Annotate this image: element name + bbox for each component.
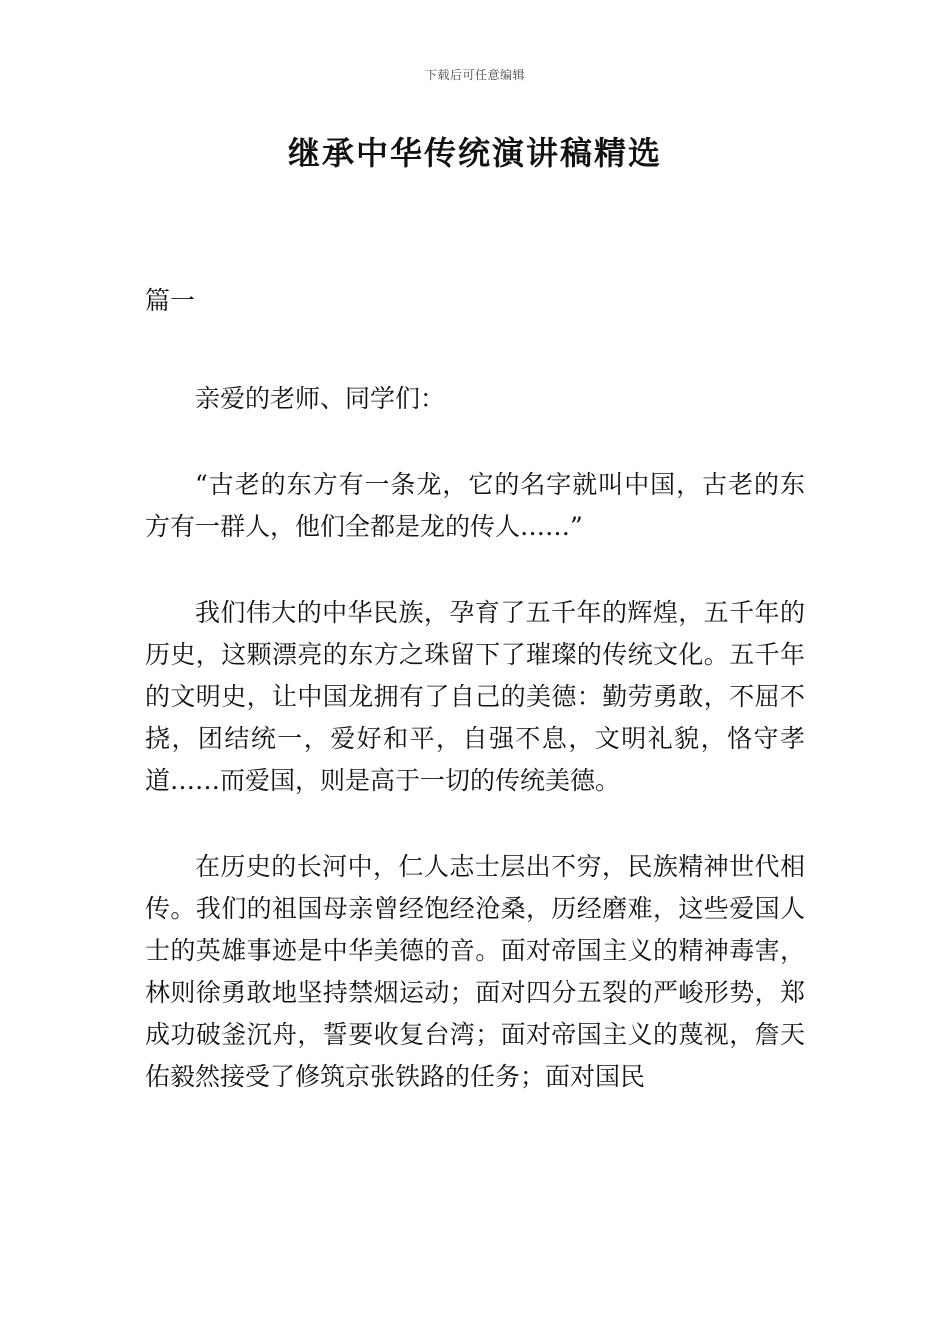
- paragraph-history: 在历史的长河中，仁人志士层出不穷，民族精神世代相传。我们的祖国母亲曾经饱经沧桑，历经磨难，这些爱国人士的英雄事迹是中华美德的音。面对帝国主义的精神毒害，林则徐勇敢地坚持禁烟运动；面对四分五裂的严峻形势，郑成功破釜沉舟，誓要收复台湾；面对帝国主义的蔑视，詹天佑毅然接受了修筑京张铁路的任务；面对国民: [145, 852, 805, 1091]
- paragraph-quote: “古老的东方有一条龙，它的名字就叫中国，古老的东方有一群人，他们全都是龙的传人……”: [145, 470, 805, 541]
- header-note: 下载后可任意编辑: [424, 68, 525, 82]
- document-title: 继承中华传统演讲稿精选: [287, 134, 662, 172]
- section-label: 篇一: [145, 286, 196, 315]
- paragraph-greeting: 亲爱的老师、同学们：: [195, 384, 446, 413]
- document-body: [145, 280, 805, 1098]
- paragraph-virtues: 我们伟大的中华民族，孕育了五千年的辉煌，五千年的历史，这颗漂亮的东方之珠留下了璀璨的传统文化。五千年的文明史，让中国龙拥有了自己的美德：勤劳勇敢，不屈不挠，团结统一，爱好和平，自强不息，文明礼貌，恪守孝道……而爱国，则是高于一切的传统美德。: [145, 598, 805, 795]
